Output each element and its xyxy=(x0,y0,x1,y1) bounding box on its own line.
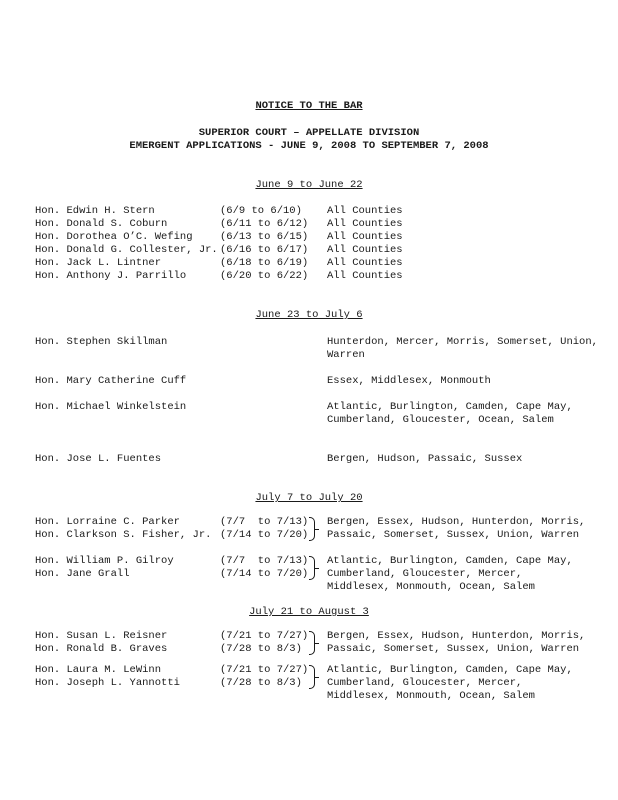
date-range: (7/14 to 7/20) xyxy=(220,568,309,580)
county-list: Atlantic, Burlington, Camden, Cape May, xyxy=(327,401,573,413)
judge-name: Hon. Mary Catherine Cuff xyxy=(35,375,187,387)
judge-name: Hon. Lorraine C. Parker xyxy=(35,516,180,528)
county-list: All Counties xyxy=(327,257,403,269)
judge-name: Hon. Donald G. Collester, Jr. xyxy=(35,244,218,256)
judge-name: Hon. Stephen Skillman xyxy=(35,336,168,348)
county-list: Atlantic, Burlington, Camden, Cape May, xyxy=(327,664,573,676)
section-heading-june-9: June 9 to June 22 xyxy=(255,179,363,191)
date-range: (6/9 to 6/10) xyxy=(220,205,302,217)
date-range: (6/18 to 6/19) xyxy=(220,257,309,269)
date-range: (6/16 to 6/17) xyxy=(220,244,309,256)
court-name: SUPERIOR COURT – APPELLATE DIVISION xyxy=(198,127,420,139)
county-list: Bergen, Hudson, Passaic, Sussex xyxy=(327,453,523,465)
county-list: All Counties xyxy=(327,231,403,243)
section-heading-july-21: July 21 to August 3 xyxy=(249,606,369,618)
section-heading-june-23: June 23 to July 6 xyxy=(255,309,363,321)
brace-icon xyxy=(309,665,315,689)
brace-icon xyxy=(309,556,315,580)
county-list: All Counties xyxy=(327,218,403,230)
county-list: Atlantic, Burlington, Camden, Cape May, xyxy=(327,555,573,567)
county-list: All Counties xyxy=(327,244,403,256)
county-list: Warren xyxy=(327,349,365,361)
judge-name: Hon. Anthony J. Parrillo xyxy=(35,270,187,282)
judge-name: Hon. Michael Winkelstein xyxy=(35,401,187,413)
judge-name: Hon. William P. Gilroy xyxy=(35,555,174,567)
date-range: (7/21 to 7/27) xyxy=(220,664,309,676)
notice-title: NOTICE TO THE BAR xyxy=(255,100,363,112)
county-list: All Counties xyxy=(327,205,403,217)
judge-name: Hon. Ronald B. Graves xyxy=(35,643,168,655)
county-list: Cumberland, Gloucester, Mercer, xyxy=(327,568,523,580)
judge-name: Hon. Edwin H. Stern xyxy=(35,205,155,217)
county-list: Bergen, Essex, Hudson, Hunterdon, Morris, xyxy=(327,516,586,528)
date-range: (7/28 to 8/3) xyxy=(220,643,302,655)
date-range: (7/7 to 7/13) xyxy=(220,516,309,528)
county-list: Middlesex, Monmouth, Ocean, Salem xyxy=(327,581,535,593)
date-range: (6/13 to 6/15) xyxy=(220,231,309,243)
judge-name: Hon. Susan L. Reisner xyxy=(35,630,168,642)
county-list: Bergen, Essex, Hudson, Hunterdon, Morris, xyxy=(327,630,586,642)
date-range: (7/21 to 7/27) xyxy=(220,630,309,642)
judge-name: Hon. Joseph L. Yannotti xyxy=(35,677,180,689)
county-list: Middlesex, Monmouth, Ocean, Salem xyxy=(327,690,535,702)
county-list: Hunterdon, Mercer, Morris, Somerset, Union, xyxy=(327,336,598,348)
date-range: (7/14 to 7/20) xyxy=(220,529,309,541)
judge-name: Hon. Jane Grall xyxy=(35,568,130,580)
judge-name: Hon. Jack L. Lintner xyxy=(35,257,162,269)
county-list: Passaic, Somerset, Sussex, Union, Warren xyxy=(327,529,580,541)
date-range: (7/28 to 8/3) xyxy=(220,677,302,689)
county-list: Cumberland, Gloucester, Mercer, xyxy=(327,677,523,689)
document-subtitle: EMERGENT APPLICATIONS - JUNE 9, 2008 TO SEPTEMBER 7, 2008 xyxy=(129,140,489,152)
brace-icon xyxy=(309,631,315,655)
judge-name: Hon. Dorothea O’C. Wefing xyxy=(35,231,193,243)
judge-name: Hon. Clarkson S. Fisher, Jr. xyxy=(35,529,212,541)
section-heading-july-7: July 7 to July 20 xyxy=(255,492,363,504)
brace-icon xyxy=(309,517,315,541)
date-range: (7/7 to 7/13) xyxy=(220,555,309,567)
judge-name: Hon. Laura M. LeWinn xyxy=(35,664,162,676)
county-list: All Counties xyxy=(327,270,403,282)
date-range: (6/20 to 6/22) xyxy=(220,270,309,282)
date-range: (6/11 to 6/12) xyxy=(220,218,309,230)
judge-name: Hon. Jose L. Fuentes xyxy=(35,453,162,465)
county-list: Essex, Middlesex, Monmouth xyxy=(327,375,491,387)
county-list: Passaic, Somerset, Sussex, Union, Warren xyxy=(327,643,580,655)
judge-name: Hon. Donald S. Coburn xyxy=(35,218,168,230)
county-list: Cumberland, Gloucester, Ocean, Salem xyxy=(327,414,554,426)
